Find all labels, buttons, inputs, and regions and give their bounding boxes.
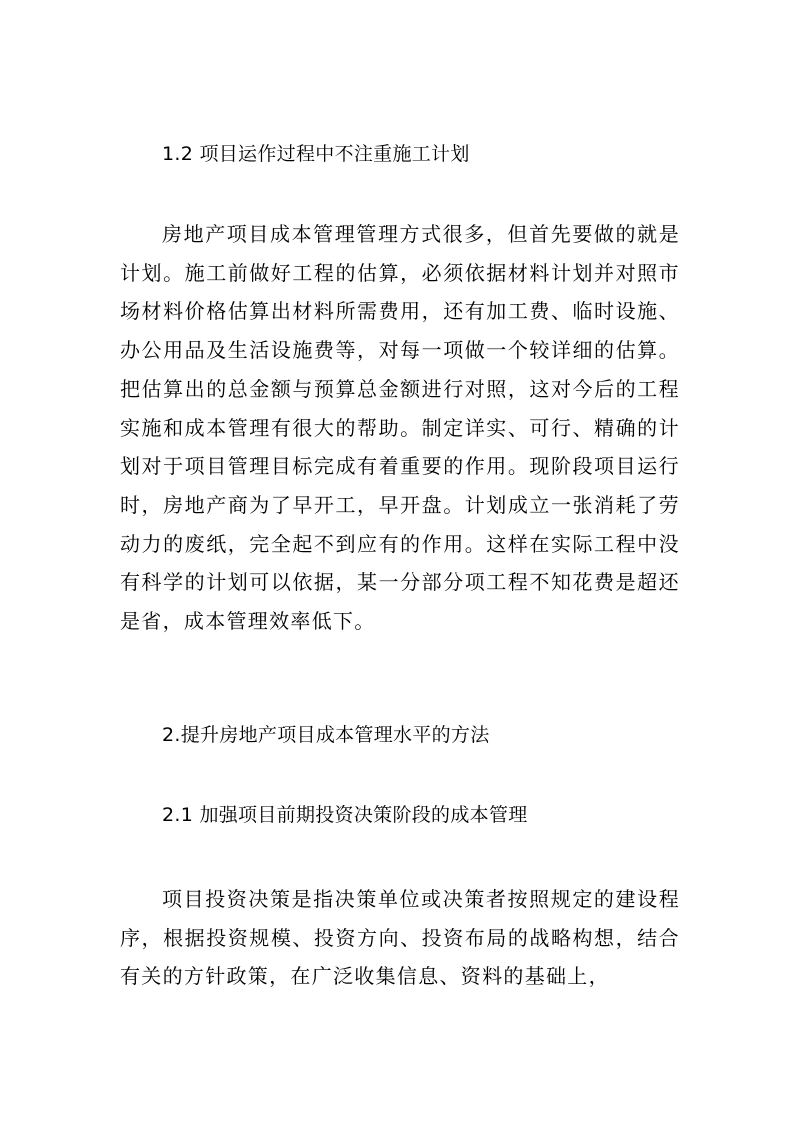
section-heading-1-2: 1.2 项目运作过程中不注重施工计划 <box>162 143 470 165</box>
section-heading-2: 2.提升房地产项目成本管理水平的方法 <box>162 724 490 746</box>
section-heading-2-1: 2.1 加强项目前期投资决策阶段的成本管理 <box>162 804 528 826</box>
body-paragraph-investment-decision: 项目投资决策是指决策单位或决策者按照规定的建设程序，根据投资规模、投资方向、投资布局的战略构想，结合有关的方针政策，在广泛收集信息、资料的基础上， <box>120 887 680 989</box>
body-paragraph-planning: 房地产项目成本管理管理方式很多，但首先要做的就是计划。施工前做好工程的估算，必须依据材料计划并对照市场材料价格估算出材料所需费用，还有加工费、临时设施、办公用品及生活设施费等，对每一项做一个较详细的估算。把估算出的总金额与预算总金额进行对照，这对今后的工程实施和成本管理有很大的帮助。制定详实、可行、精确的计划对于项目管理目标完成有着重要的作用。现阶段项目运行时，房地产商为了早开工，早开盘。计划成立一张消耗了劳动力的废纸，完全起不到应有的作用。这样在实际工程中没有科学的计划可以依据，某一分部分项工程不知花费是超还是省，成本管理效率低下。 <box>120 222 680 634</box>
